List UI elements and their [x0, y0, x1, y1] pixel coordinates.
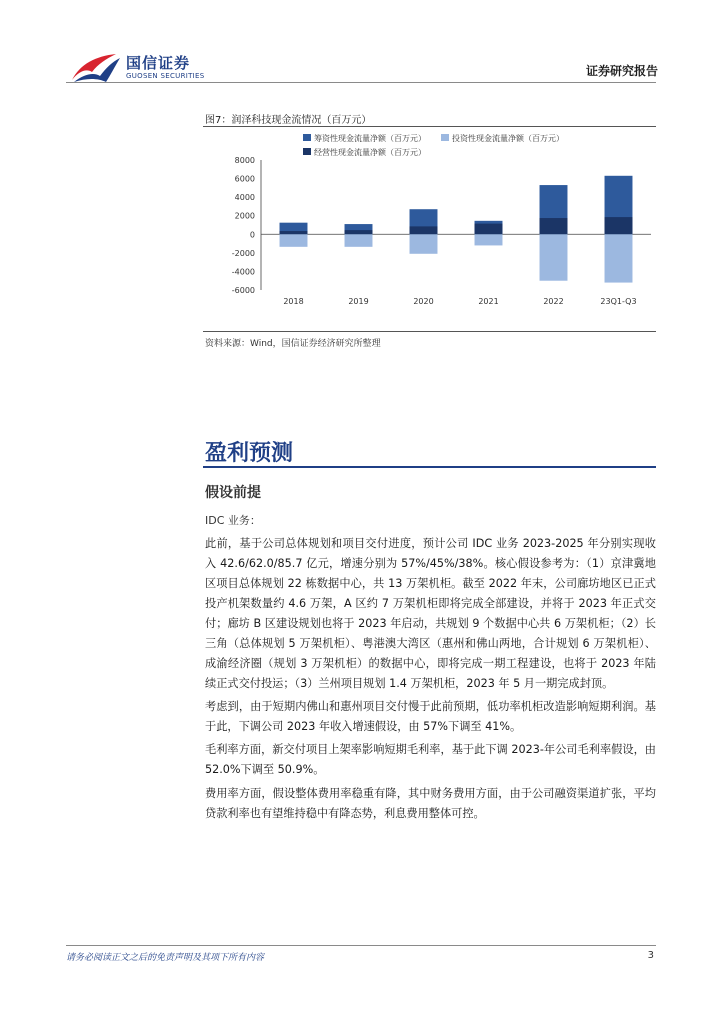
legend-label: 筹资性现金流量净额（百万元） [314, 134, 426, 143]
bar-investing-2018 [280, 234, 308, 247]
bar-investing-2019 [345, 234, 373, 247]
section-title: 盈利预测 [205, 441, 294, 466]
chart-legend [303, 133, 564, 157]
y-tick-label: -4000 [231, 267, 255, 277]
bar-operating-2019 [345, 230, 373, 234]
bar-operating-2020 [410, 226, 438, 234]
cashflow-chart [203, 128, 656, 330]
x-tick-label: 2022 [543, 297, 564, 306]
paragraph-revenue-revision: 考虑到，由于短期内佛山和惠州项目交付慢于此前预期，低功率机柜改造影响短期利润。基于此，下调公司 2023 年收入增速假设，由 57%下调至 41%。 [205, 700, 656, 733]
bar-operating-2021 [475, 224, 503, 235]
y-tick-label: 6000 [234, 174, 255, 184]
guosen-logo-icon [70, 50, 122, 84]
page-header [0, 0, 724, 92]
bar-investing-2021 [475, 234, 503, 245]
chart-bars [280, 176, 633, 283]
section-divider [203, 466, 656, 468]
figure-bottom-rule [203, 331, 656, 332]
bar-operating-2022 [540, 218, 568, 234]
chart-x-labels [283, 297, 636, 306]
page-number: 3 [647, 950, 654, 961]
x-tick-label: 23Q1-Q3 [600, 297, 637, 306]
bar-investing-2022 [540, 234, 568, 280]
paragraph-gross-margin: 毛利率方面，新交付项目上架率影响短期毛利率，基于此下调 2023-年公司毛利率假设，由 52.0%下调至 50.9%。 [205, 743, 656, 776]
report-type: 证券研究报告 [585, 64, 658, 78]
figure-caption: 图7：润泽科技现金流情况（百万元） [205, 115, 372, 126]
legend-swatch [441, 134, 449, 141]
paragraph-expense-ratio: 费用率方面，假设整体费用率稳重有降，其中财务费用方面，由于公司融资渠道扩张，平均贷款利率也有望维持稳中有降态势，利息费用整体可控。 [205, 787, 656, 820]
figure-source: 资料来源：Wind，国信证券经济研究所整理 [205, 339, 381, 349]
brand-name-cn: 国信证券 [126, 54, 191, 72]
x-tick-label: 2019 [348, 297, 369, 306]
idc-business-label: IDC 业务： [205, 514, 261, 527]
bar-investing-2020 [410, 234, 438, 254]
paragraph-forecast-basis: 此前，基于公司总体规划和项目交付进度，预计公司 IDC 业务 2023-2025 年分别实现收入 42.6/62.0/85.7 亿元，增速分别为 57%/45%/38%。核心假设参考为：（1）京津冀地区项目总体规划 22 栋数据中心，共 13 万架机柜。截至 2022 年末，公司廊坊地区已正式投产机架数量约 4.6 万架，A 区约 7 万架机柜即将完成全部建设，并将于 2023 年正式交付；廊坊 B 区建设规划也将于 2023 年启动，共规划 9 个数据中心共 6 万架机柜；（2）长三角（总体规划 5 万架机柜）、粤港澳大湾区（惠州和佛山两地，合计规划 6 万架机柜）、成渝经济圈（规划 3 万架机柜）的数据中心，即将完成一期工程建设，也将于 2023 年陆续正式交付投运；（3）兰州项目规划 1.4 万架机柜，2023 年 5 月一期完成封顶。 [205, 537, 656, 690]
y-tick-label: -2000 [231, 248, 255, 258]
y-tick-label: -6000 [231, 286, 255, 295]
x-tick-label: 2018 [283, 297, 304, 306]
figure-top-rule [203, 126, 656, 127]
header-divider [66, 82, 656, 83]
legend-label: 经营性现金流量净额（百万元） [314, 148, 426, 157]
y-tick-label: 0 [249, 230, 255, 240]
section-subtitle: 假设前提 [205, 485, 261, 501]
guosen-logo [70, 50, 205, 86]
footer-divider [66, 945, 656, 946]
x-tick-label: 2020 [413, 297, 434, 306]
footer-disclaimer: 请务必阅读正文之后的免责声明及其项下所有内容 [66, 953, 265, 963]
bar-operating-2018 [280, 231, 308, 234]
bar-investing-23Q1-Q3 [605, 234, 633, 282]
legend-swatch [303, 148, 311, 155]
x-tick-label: 2021 [478, 297, 499, 306]
legend-swatch [303, 134, 311, 141]
y-tick-label: 4000 [234, 193, 255, 203]
y-tick-label: 2000 [234, 211, 255, 221]
legend-label: 投资性现金流量净额（百万元） [452, 134, 564, 143]
brand-name-en: GUOSEN SECURITIES [126, 72, 205, 80]
bar-operating-23Q1-Q3 [605, 217, 633, 234]
y-tick-label: 8000 [234, 156, 255, 165]
